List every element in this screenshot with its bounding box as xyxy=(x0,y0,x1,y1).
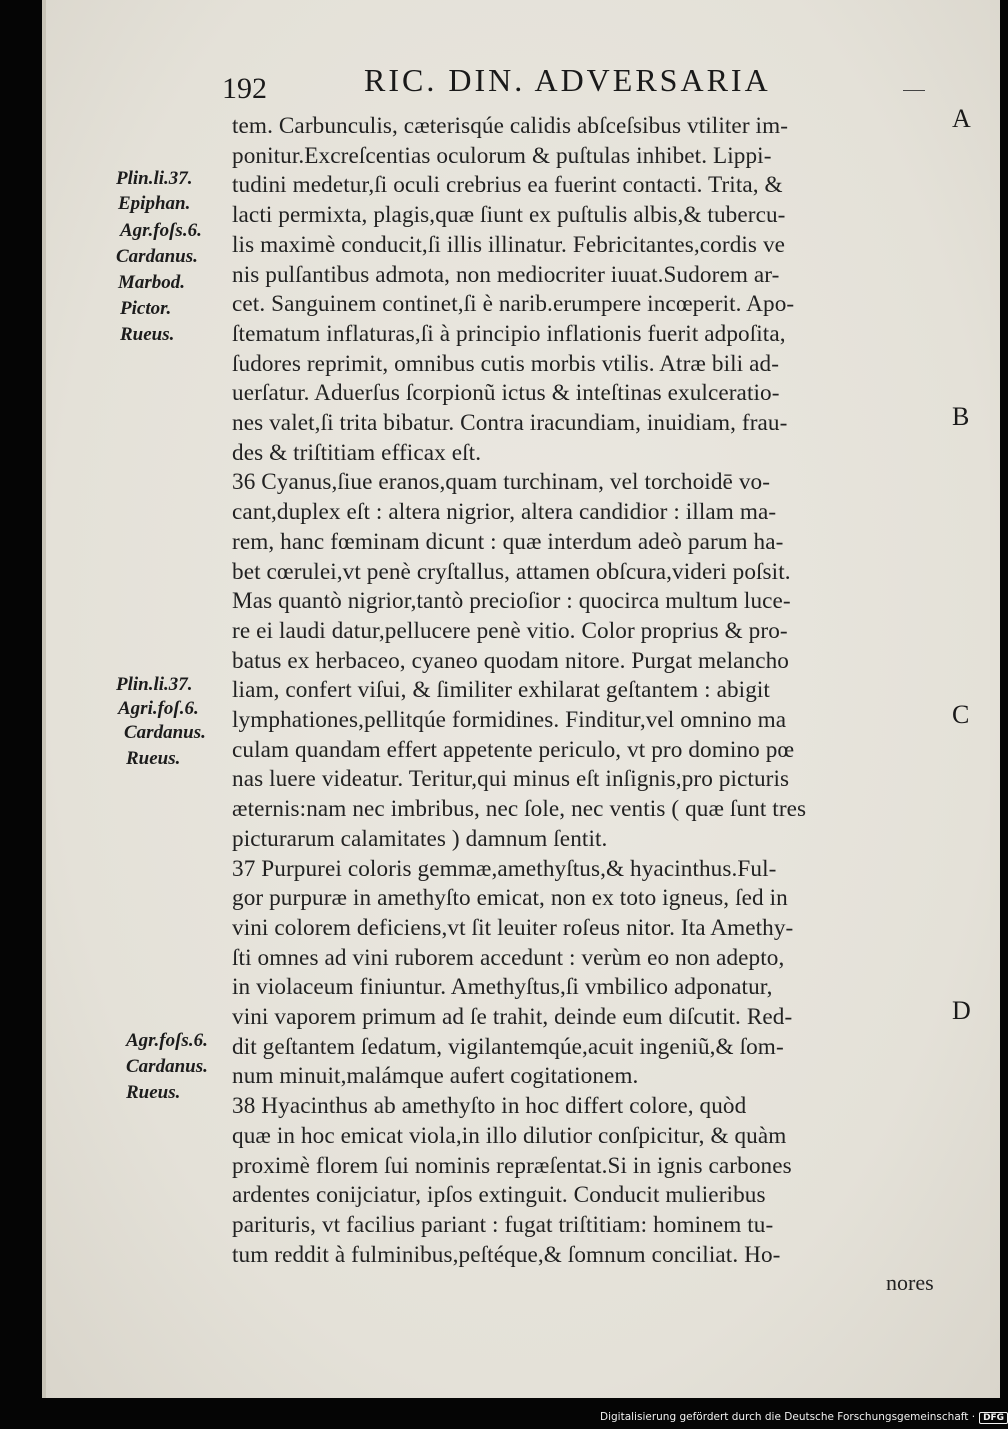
text-line: cant,duplex eſt : altera nigrior, altera candidior : illam ma- xyxy=(232,499,777,526)
page-number: 192 xyxy=(222,72,267,105)
text-line: nas luere videatur. Teritur,qui minus eſt inſignis,pro picturis xyxy=(232,766,790,793)
text-line: tem. Carbunculis, cæterisqúe calidis abſceſsibus vtiliter im- xyxy=(232,113,789,139)
section-letter: D xyxy=(952,996,971,1025)
text-line: uerſatur. Aduerſus ſcorpionũ ictus & inteſtinas exulceratio- xyxy=(232,380,780,407)
header-rule xyxy=(903,90,925,91)
dfg-logo: DFG xyxy=(979,1412,1008,1424)
text-line: nes valet,ſi trita bibatur. Contra iracundiam, inuidiam, frau- xyxy=(232,410,788,436)
margin-note: Rueus. xyxy=(120,324,175,345)
margin-note: Plin.li.37. xyxy=(116,168,193,189)
text-line: in violaceum finiuntur. Amethyſtus,ſi vmbilico adponatur, xyxy=(232,974,773,1001)
margin-note: Cardanus. xyxy=(116,246,198,267)
text-line: bet cœrulei,vt penè cryſtallus, attamen obſcura,videri poſsit. xyxy=(232,558,791,585)
margin-note: Cardanus. xyxy=(126,1056,208,1077)
margin-note: Plin.li.37. xyxy=(116,674,193,695)
text-line: 38 Hyacinthus ab amethyſto in hoc differt colore, quòd xyxy=(232,1093,747,1120)
text-line: vini colorem deficiens,vt ſit leuiter roſeus nitor. Ita Amethy- xyxy=(232,914,794,941)
section-letter: C xyxy=(952,700,970,729)
text-line: lis maximè conducit,ſi illis illinatur. Febricitantes,cordis ve xyxy=(232,231,786,258)
text-line: ſtematum inflaturas,ſi à principio inflationis fuerit adpoſita, xyxy=(232,320,786,347)
text-line: dit geſtantem ſedatum, vigilantemqúe,acuit ingeniũ,& ſom- xyxy=(232,1033,784,1060)
margin-note: Marbod. xyxy=(118,272,186,293)
text-line: quæ in hoc emicat viola,in illo dilutior conſpicitur, & quàm xyxy=(232,1122,787,1149)
text-line: tum reddit à fulminibus,peſtéque,& ſomnum conciliat. Ho- xyxy=(232,1241,781,1268)
text-line: culam quandam effert appetente periculo, vt pro domino pœ xyxy=(232,736,795,763)
text-line: lymphationes,pellitqúe formidines. Finditur,vel omnino ma xyxy=(232,707,787,733)
catchword: nores xyxy=(886,1270,934,1295)
digitization-footer xyxy=(600,1411,1008,1424)
section-letter: B xyxy=(952,402,970,431)
margin-note: Agri.foſ.6. xyxy=(118,698,199,719)
margin-note: Rueus. xyxy=(126,748,181,769)
margin-note: Agr.foſs.6. xyxy=(126,1030,208,1051)
text-line: des & triſtitiam efficax eſt. xyxy=(232,439,482,466)
margin-note: Pictor. xyxy=(120,298,172,319)
text-line: rem, hanc fœminam dicunt : quæ interdum adeò parum ha- xyxy=(232,528,784,555)
text-line: cet. Sanguinem continet,ſi è narib.erumpere incœperit. Apo- xyxy=(232,291,795,318)
text-line: 37 Purpurei coloris gemmæ,amethyſtus,& hyacinthus.Ful- xyxy=(232,855,777,882)
text-line: parituris, vt facilius pariant : fugat triſtitiam: hominem tu- xyxy=(232,1211,774,1238)
text-line: ponitur.Excreſcentias oculorum & puſtulas inhibet. Lippi- xyxy=(232,142,772,169)
text-line: gor purpuræ in amethyſto emicat, non ex toto igneus, ſed in xyxy=(232,885,788,912)
text-line: ardentes conijciatur, ipſos extinguit. Conducit mulieribus xyxy=(232,1182,766,1209)
text-line: num minuit,malámque aufert cogitationem. xyxy=(232,1063,639,1090)
text-line: æternis:nam nec imbribus, nec ſole, nec ventis ( quæ ſunt tres xyxy=(232,796,807,823)
text-line: batus ex herbaceo, cyaneo quodam nitore. Purgat melancho xyxy=(232,647,789,674)
text-line: proximè florem ſui nominis repræſentat.Si in ignis carbones xyxy=(232,1152,792,1179)
margin-note: Epiphan. xyxy=(118,193,191,214)
text-line: tudini medetur,ſi oculi crebrius ea fuerint contacti. Trita, & xyxy=(232,172,783,199)
text-line: liam, confert viſui, & ſimiliter exhilarat geſtantem : abigit xyxy=(232,677,770,704)
footer-text: Digitalisierung gefördert durch die Deutsche Forschungsgemeinschaft · xyxy=(600,1411,976,1423)
margin-note: Cardanus. xyxy=(124,722,206,743)
running-title: RIC. DIN. ADVERSARIA xyxy=(364,62,771,98)
section-letter: A xyxy=(952,104,971,133)
text-line: lacti permixta, plagis,quæ ſiunt ex puſtulis albis,& tubercu- xyxy=(232,202,786,229)
text-line: vini vaporem primum ad ſe trahit, deinde eum diſcutit. Red- xyxy=(232,1004,793,1030)
margin-note: Agr.foſs.6. xyxy=(120,220,202,241)
margin-note: Rueus. xyxy=(126,1082,181,1103)
text-line: Mas quantò nigrior,tantò precioſior : quocirca multum luce- xyxy=(232,588,791,615)
text-line: ſudores reprimit, omnibus cutis morbis vtilis. Atræ bili ad- xyxy=(232,350,780,377)
text-line: nis pulſantibus admota, non mediocriter iuuat.Sudorem ar- xyxy=(232,261,780,288)
text-line: re ei laudi datur,pellucere penè vitio. Color proprius & pro- xyxy=(232,617,788,644)
text-line: ſti omnes ad vini ruborem accedunt : verùm eo non adepto, xyxy=(232,944,785,971)
text-line: picturarum calamitates ) damnum ſentit. xyxy=(232,825,608,852)
text-line: 36 Cyanus,ſiue eranos,quam turchinam, vel torchoidē vo- xyxy=(232,469,771,496)
